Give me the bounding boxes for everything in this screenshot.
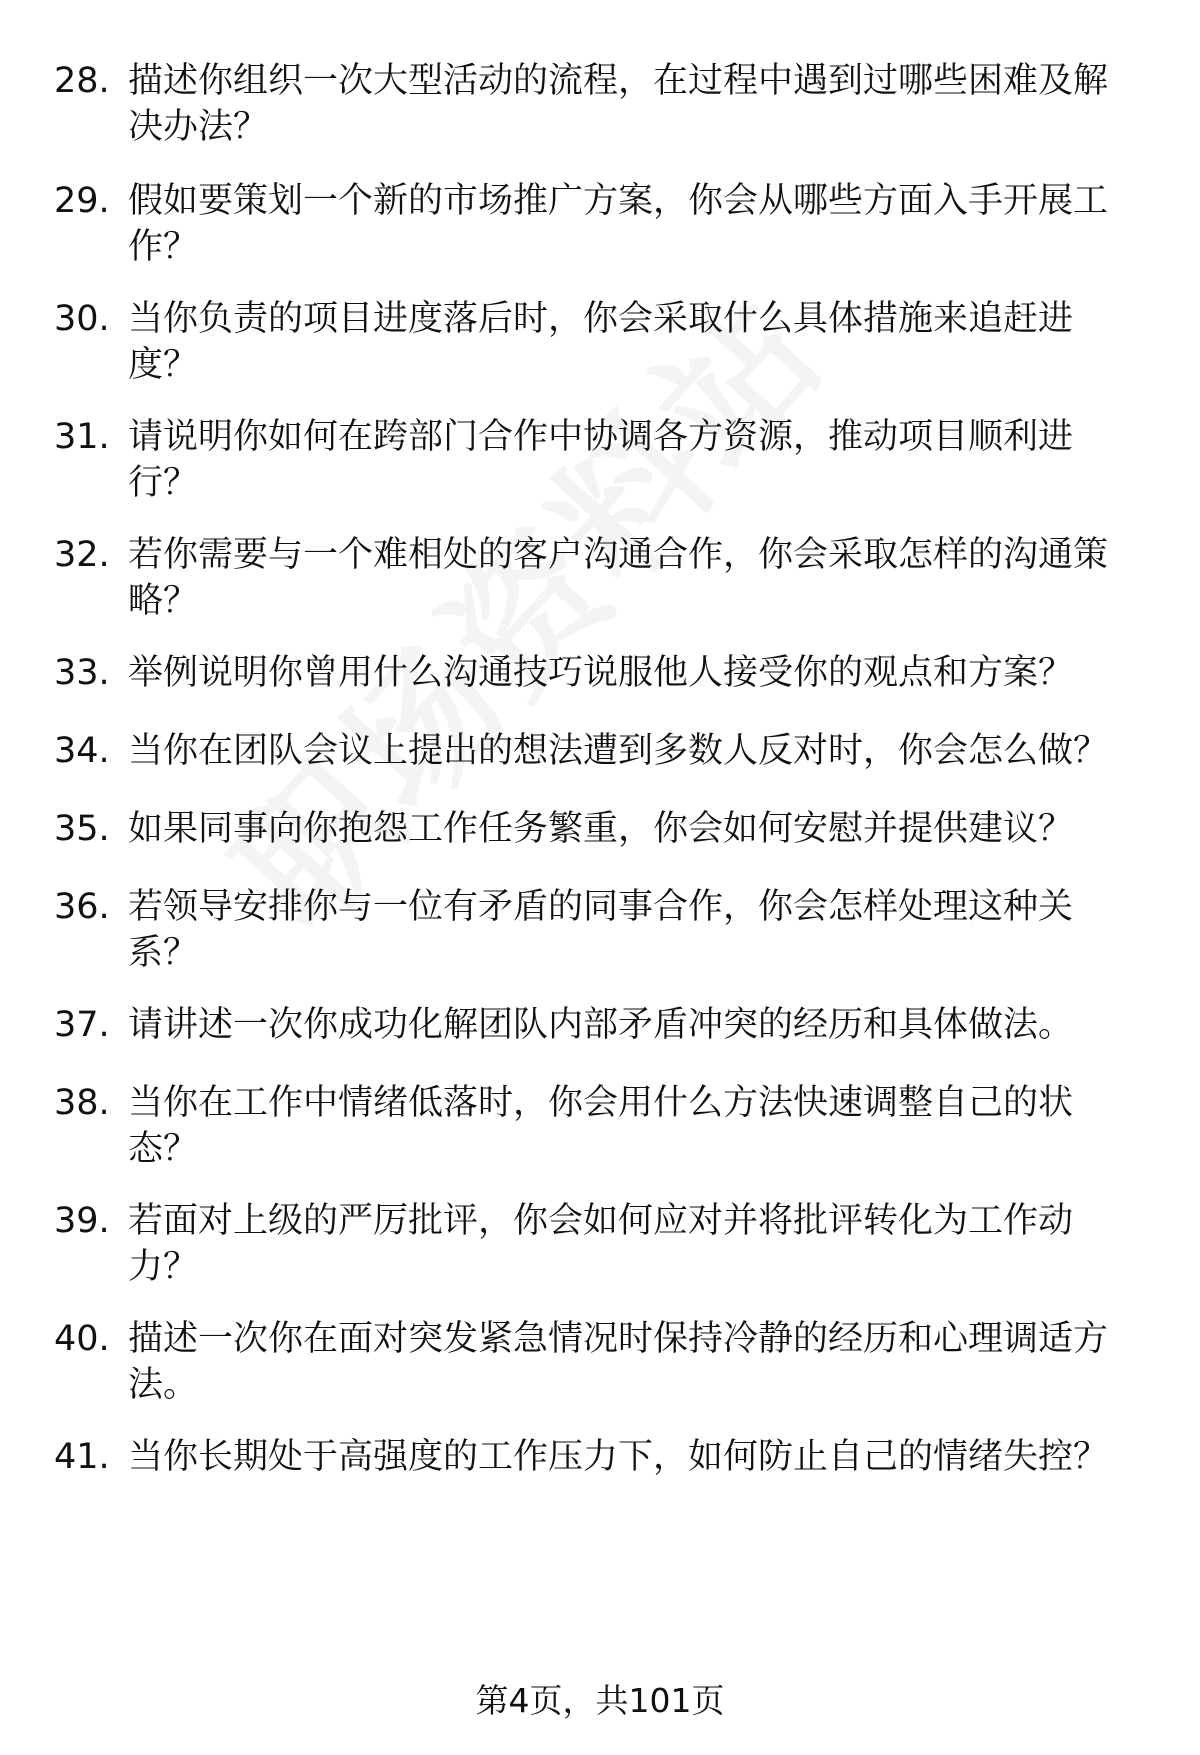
question-text-line: 当你在团队会议上提出的想法遭到多数人反对时，你会怎么做？ [128, 731, 1109, 771]
question-text [128, 414, 1138, 506]
question-number: 38. [54, 1083, 110, 1123]
question-text-line: 当你负责的项目进度落后时，你会采取什么具体措施来追赶进 [128, 299, 1074, 339]
question-text-line: 法。 [128, 1365, 199, 1405]
question-number: 32. [54, 535, 110, 575]
question-number: 31. [54, 417, 110, 457]
question-number: 34. [54, 731, 110, 771]
question-text-line: 系？ [128, 933, 199, 973]
question-text [128, 532, 1138, 624]
question-text [128, 1434, 1138, 1480]
question-text [128, 58, 1138, 150]
question-text-line: 请讲述一次你成功化解团队内部矛盾冲突的经历和具体做法。 [128, 1005, 1074, 1045]
question-text [128, 1316, 1138, 1408]
question-text-line: 态？ [128, 1129, 199, 1169]
question-number: 36. [54, 887, 110, 927]
question-text [128, 296, 1138, 388]
question-text-line: 举例说明你曾用什么沟通技巧说服他人接受你的观点和方案？ [128, 653, 1074, 693]
question-text [128, 178, 1138, 270]
question-text-line: 略？ [128, 581, 199, 621]
page-footer: 第4页，共101页 [475, 1681, 725, 1720]
question-number: 30. [54, 299, 110, 339]
question-text-line: 若领导安排你与一位有矛盾的同事合作，你会怎样处理这种关 [128, 887, 1074, 927]
question-text-line: 假如要策划一个新的市场推广方案，你会从哪些方面入手开展工 [128, 181, 1109, 221]
question-text [128, 1198, 1138, 1290]
question-text-line: 力？ [128, 1247, 199, 1287]
question-text-line: 描述一次你在面对突发紧急情况时保持冷静的经历和心理调适方 [128, 1319, 1109, 1359]
question-text [128, 650, 1138, 696]
question-text-line: 请说明你如何在跨部门合作中协调各方资源，推动项目顺利进 [128, 417, 1074, 457]
question-text-line: 若你需要与一个难相处的客户沟通合作，你会采取怎样的沟通策 [128, 535, 1109, 575]
question-text [128, 1080, 1138, 1172]
question-text [128, 728, 1138, 774]
question-text-line: 行？ [128, 463, 199, 503]
question-number: 28. [54, 61, 110, 101]
question-text-line: 描述你组织一次大型活动的流程，在过程中遇到过哪些困难及解 [128, 61, 1109, 101]
question-text-line: 若面对上级的严厉批评，你会如何应对并将批评转化为工作动 [128, 1201, 1074, 1241]
question-number: 33. [54, 653, 110, 693]
question-text [128, 1002, 1138, 1048]
question-number: 39. [54, 1201, 110, 1241]
question-number: 35. [54, 809, 110, 849]
question-text [128, 884, 1138, 976]
question-number: 37. [54, 1005, 110, 1045]
question-text-line: 当你在工作中情绪低落时，你会用什么方法快速调整自己的状 [128, 1083, 1074, 1123]
question-text-line: 作？ [128, 227, 199, 267]
question-text [128, 806, 1138, 852]
question-text-line: 当你长期处于高强度的工作压力下，如何防止自己的情绪失控？ [128, 1437, 1109, 1477]
question-text-line: 决办法？ [128, 107, 269, 147]
question-text-line: 如果同事向你抱怨工作任务繁重，你会如何安慰并提供建议？ [128, 809, 1074, 849]
question-number: 41. [54, 1437, 110, 1477]
question-text-line: 度？ [128, 345, 199, 385]
question-number: 40. [54, 1319, 110, 1359]
question-number: 29. [54, 181, 110, 221]
